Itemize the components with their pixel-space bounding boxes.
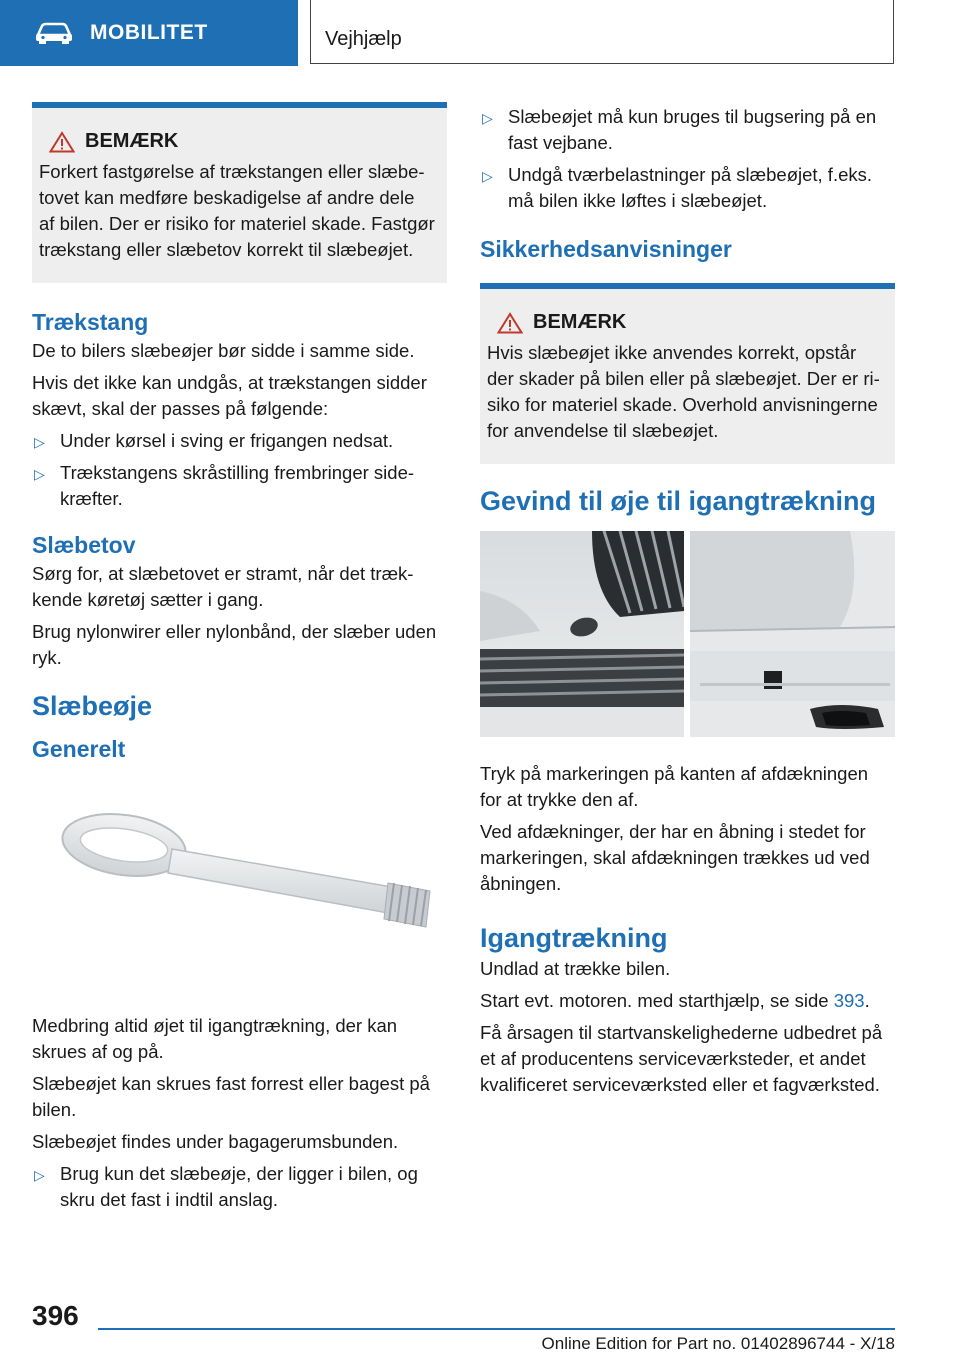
list-item: ▷ Slæbeøjet må kun bruges til bugsering på en fast vejbane.	[482, 106, 877, 153]
page-title: Vejhjælp	[310, 0, 894, 64]
paragraph: Medbring altid øjet til igangtrækning, der kan skrues af og på.	[32, 1015, 398, 1062]
heading-igang: Igangtrækning	[480, 923, 668, 953]
tow-eye-image	[32, 765, 447, 1005]
heading-traekstang: Trækstang	[32, 309, 149, 335]
list-item: ▷ Trækstangens skråstilling frembringer side- kræfter.	[34, 462, 415, 509]
paragraph: Start evt. motoren. med starthjælp, se side 393.	[480, 990, 870, 1011]
paragraph: De to bilers slæbeøjer bør sidde i samme side.	[32, 340, 415, 361]
car-icon	[34, 21, 74, 45]
left-column	[32, 102, 447, 1221]
subheading-generelt: Generelt	[32, 736, 126, 762]
bumper-photos	[480, 531, 895, 737]
section-label: MOBILITET	[90, 21, 208, 44]
bullet-list	[32, 428, 447, 512]
rear-bumper-image	[690, 531, 895, 737]
bullet-triangle-icon: ▷	[34, 1167, 45, 1183]
paragraph: Ved afdækninger, der har en åbning i stedet for markeringen, skal afdækningen trækkes ud ved åbningen.	[480, 821, 870, 894]
notice-text: Hvis slæbeøjet ikke anvendes korrekt, opstår der skader på bilen eller på slæbeøjet. Der er ri- siko for materiel skade. Overhold anvisningerne for anvendelse til slæbeøjet.	[487, 342, 880, 441]
heading-gevind: Gevind til øje til igangtrækning	[480, 486, 877, 516]
heading-slaebetov: Slæbetov	[32, 532, 136, 558]
list-item: ▷ Under kørsel i sving er frigangen nedsat.	[32, 428, 447, 454]
list-item: ▷ Undgå tværbelastninger på slæbeøjet, f.eks. må bilen ikke løftes i slæbeøjet.	[482, 164, 873, 211]
bullet-triangle-icon: ▷	[482, 110, 493, 126]
bullet-triangle-icon: ▷	[34, 434, 45, 450]
footer-divider	[98, 1328, 895, 1330]
warning-triangle-icon	[497, 312, 523, 334]
paragraph: Sørg for, at slæbetovet er stramt, når det træk- kende køretøj sætter i gang.	[32, 563, 414, 610]
front-bumper-image	[480, 531, 684, 737]
paragraph: Slæbeøjet kan skrues fast forrest eller bagest på bilen.	[32, 1073, 430, 1120]
heading-sikkerhed: Sikkerhedsanvisninger	[480, 236, 732, 262]
page-link[interactable]: 393	[833, 990, 865, 1011]
notice-box	[32, 102, 447, 283]
notice-text: Forkert fastgørelse af trækstangen eller slæbe- tovet kan medføre beskadigelse af andre dele af bilen. Der er risiko for materiel skade. Fastgør trækstang eller slæbetov korrekt til slæbeøjet.	[39, 161, 435, 260]
page-number: 396	[32, 1300, 79, 1331]
bullet-list	[480, 104, 895, 214]
tow-eye-illustration	[32, 765, 447, 1005]
footer-edition: Online Edition for Part no. 01402896744 - X/18	[541, 1334, 895, 1353]
paragraph: Tryk på markeringen på kanten af afdækningen for at trykke den af.	[480, 763, 869, 810]
section-tab[interactable]	[0, 0, 298, 66]
bullet-triangle-icon: ▷	[482, 168, 493, 184]
paragraph: Undlad at trække bilen.	[480, 958, 671, 979]
right-column	[480, 104, 895, 1104]
notice-heading: BEMÆRK	[533, 311, 627, 333]
warning-triangle-icon	[49, 131, 75, 153]
list-item: ▷ Brug kun det slæbeøje, der ligger i bilen, og skru det fast i indtil anslag.	[34, 1163, 418, 1210]
paragraph: Få årsagen til startvanskelighederne udbedret på et af producentens serviceværksteder, et andet kvalificeret serviceværksted eller et fagværksted.	[480, 1022, 883, 1095]
paragraph: Hvis det ikke kan undgås, at trækstangen sidder skævt, skal der passes på følgende:	[32, 372, 427, 419]
paragraph: Slæbeøjet findes under bagagerumsbunden.	[32, 1131, 399, 1152]
notice-heading: BEMÆRK	[85, 130, 179, 152]
bullet-list	[32, 1161, 447, 1213]
bullet-triangle-icon: ▷	[34, 466, 45, 482]
notice-box	[480, 283, 895, 464]
heading-slaebeoje: Slæbeøje	[32, 691, 153, 721]
paragraph: Brug nylonwirer eller nylonbånd, der slæber uden ryk.	[32, 621, 437, 668]
